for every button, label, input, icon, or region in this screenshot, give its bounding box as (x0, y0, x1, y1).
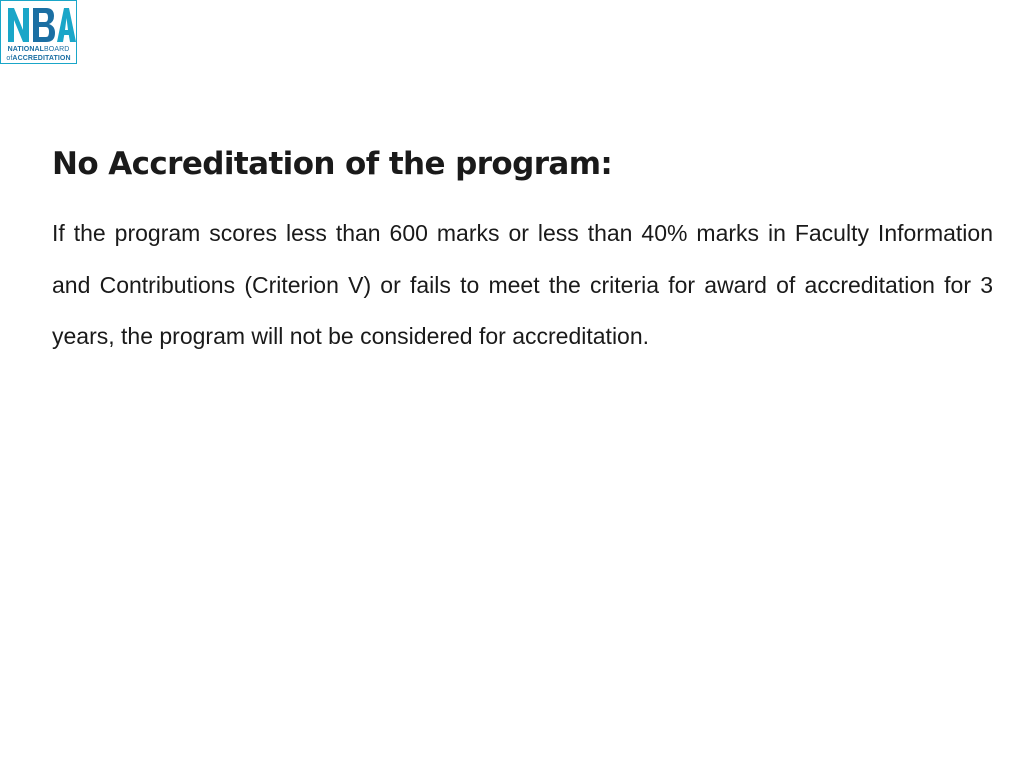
nba-logo-mark-icon (2, 2, 77, 46)
logo-word-accreditation: ACCREDITATION (12, 55, 71, 62)
nba-logo (0, 0, 77, 64)
slide-body-paragraph: If the program scores less than 600 marks or less than 40% marks in Faculty Information and Contributions (Criterion V) or fails to meet the criteria for award of accreditation for 3 years, the program will not be considered for accreditation. (52, 220, 993, 349)
logo-text-line-2 (1, 55, 76, 62)
logo-text-line-1 (1, 46, 76, 53)
logo-word-national: NATIONAL (7, 46, 45, 53)
logo-word-of: of (6, 55, 13, 62)
slide-title: No Accreditation of the program: (52, 146, 613, 182)
logo-word-board: BOARD (44, 46, 70, 53)
